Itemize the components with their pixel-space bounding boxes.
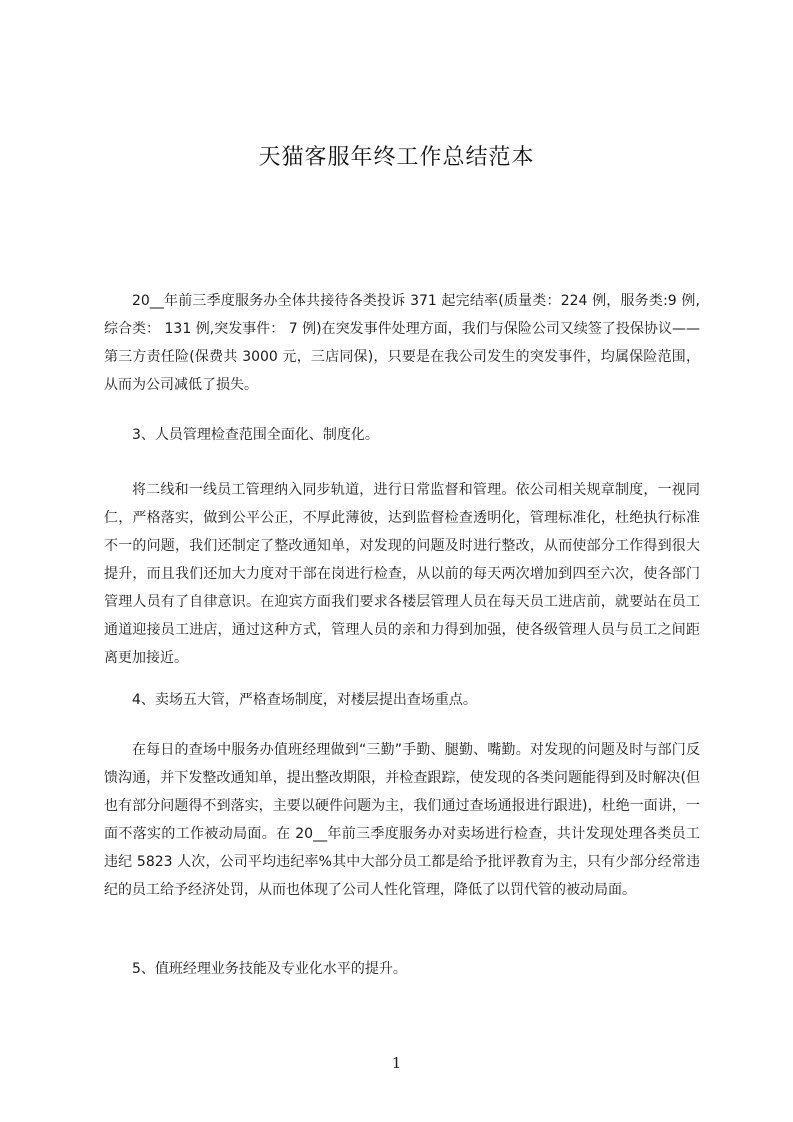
document-title: 天猫客服年终工作总结范本	[258, 145, 535, 170]
page-number: 1	[391, 1054, 402, 1072]
section-heading-4: 4、卖场五大管，严格查场制度，对楼层提出查场重点。	[132, 692, 477, 708]
paragraph-complaints-summary: 20__年前三季度服务办全体共接待各类投诉 371 起完结率(质量类：224 例，服务类:9 例,综合类： 131 例,突发事件： 7 例)在突发事件处理方面，我们与保险公司又续签了投保协议——第三方责任险(保费共 3000 元，三店同保)，只要是在我公司发生的突发事件，均属保险范围，从而为公司减低了损失。	[104, 293, 700, 393]
paragraph-floor-inspection: 在每日的查场中服务办值班经理做到“三勤”手勤、腿勤、嘴勤。对发现的问题及时与部门反馈沟通，并下发整改通知单，提出整改期限，并检查跟踪，使发现的各类问题能得到及时解决(但也有部分问题得不到落实，主要以硬件问题为主，我们通过查场通报进行跟进)，杜绝一面讲，一面不落实的工作被动局面。在 20__年前三季度服务办对卖场进行检查，共计发现处理各类员工违纪 5823 人次，公司平均违纪率%其中大部分员工都是给予批评教育为主，只有少部分经常违纪的员工给予经济处罚，从而也体现了公司人性化管理，降低了以罚代管的被动局面。	[104, 742, 700, 898]
section-heading-3: 3、人员管理检查范围全面化、制度化。	[132, 427, 379, 443]
paragraph-staff-management: 将二线和一线员工管理纳入同步轨道，进行日常监督和管理。依公司相关规章制度，一视同仁，严格落实，做到公平公正，不厚此薄彼，达到监督检查透明化，管理标准化，杜绝执行标准不一的问题，我们还制定了整改通知单，对发现的问题及时进行整改，从而使部分工作得到很大提升，而且我们还加大力度对干部在岗进行检查，从以前的每天两次增加到四至六次，使各部门管理人员有了自律意识。在迎宾方面我们要求各楼层管理人员在每天员工进店前，就要站在员工通道迎接员工进店，通过这种方式，管理人员的亲和力得到加强，使各级管理人员与员工之间距离更加接近。	[104, 482, 700, 666]
section-heading-5: 5、值班经理业务技能及专业化水平的提升。	[132, 961, 407, 977]
